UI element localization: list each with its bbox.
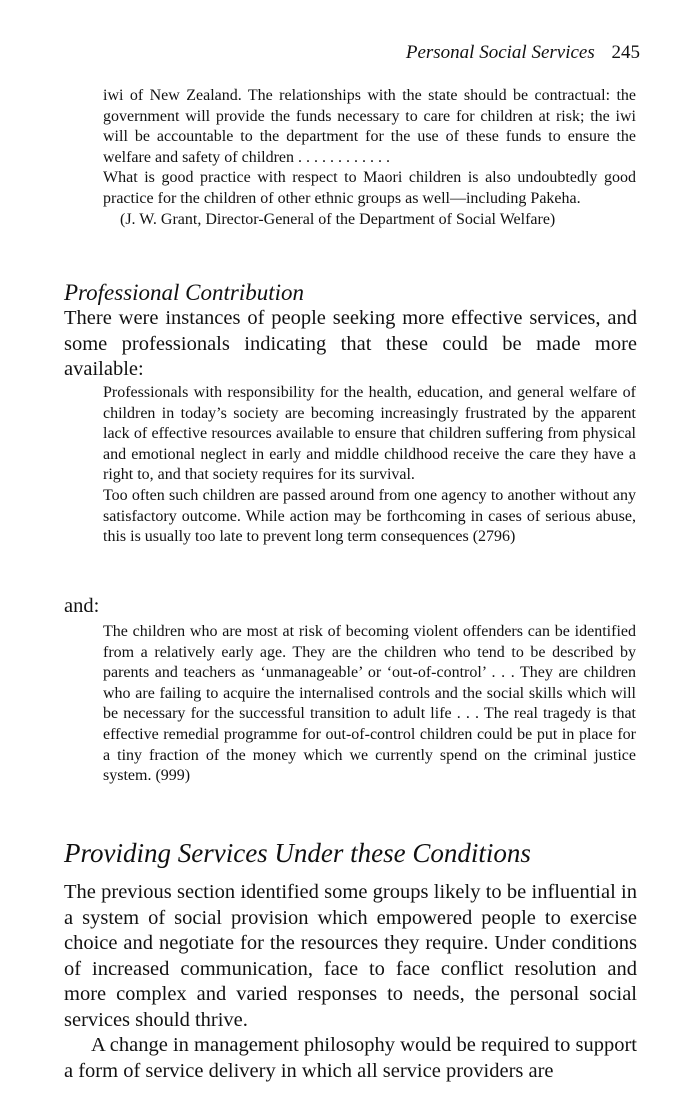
body-section-providing [64,880,637,1084]
body-paragraph-text: A change in management philosophy would be required to support a form of service delivery in which all service providers are [64,1034,637,1082]
page-number: 245 [611,42,640,63]
quote-attribution: (J. W. Grant, Director-General of the Department of Social Welfare) [120,210,556,228]
body-paragraph-text: The previous section identified some groups likely to be influential in a system of social provision which empowered people to exercise choice and negotiate for the resources they require. Under conditions of increased communication, face to face conflict resolution and more complex and varied responses to needs, the personal social services should thrive. [64,881,637,1031]
section-heading-providing: Providing Services Under these Conditions [64,838,531,868]
quote-paragraph: iwi of New Zealand. The relationships with the state should be contractual: the government will provide the funds necessary to care for children at risk; the iwi will be accountable to the department for the use of these funds to ensure the welfare and safety of children . . . . . . . . . . . . [103,87,636,166]
quote-paragraph: Too often such children are passed around from one agency to another without any satisfactory outcome. While action may be forthcoming in cases of serious abuse, this is usually too late to prevent long term consequences (2796) [103,486,636,546]
running-head [406,42,640,64]
body-paragraph-text: There were instances of people seeking more effective services, and some professionals indicating that these could be made more available: [64,307,637,380]
connector-text: and: [64,595,100,617]
body-paragraph [64,306,637,383]
quote-2796 [103,383,636,548]
quote-grant [103,86,636,230]
running-head-title: Personal Social Services [405,42,595,63]
quote-999 [103,622,636,787]
section-heading-professional: Professional Contribution [64,280,305,305]
quote-paragraph: The children who are most at risk of becoming violent offenders can be identified from a relatively early age. They are the children who tend to be described by parents and teachers as ‘unmanageable’ or ‘out-of-control’ . . . They are children who are failing to acquire the internalised controls and the social skills which will be necessary for the successful transition to adult life . . . The real tragedy is that effective remedial programme for out-of-control children could be put in place for a tiny fraction of the money which we currently spend on the criminal justice system. (999) [103,623,636,785]
quote-paragraph: What is good practice with respect to Maori children is also undoubtedly good practice for the children of other ethnic groups as well—including Pakeha. [103,169,636,207]
quote-paragraph: Professionals with responsibility for the health, education, and general welfare of children in today’s society are becoming increasingly frustrated by the apparent lack of effective resources available to ensure that children suffering from physical and emotional neglect in early and middle childhood receive the care they have a right to, and that society requires for its survival. [103,384,636,484]
